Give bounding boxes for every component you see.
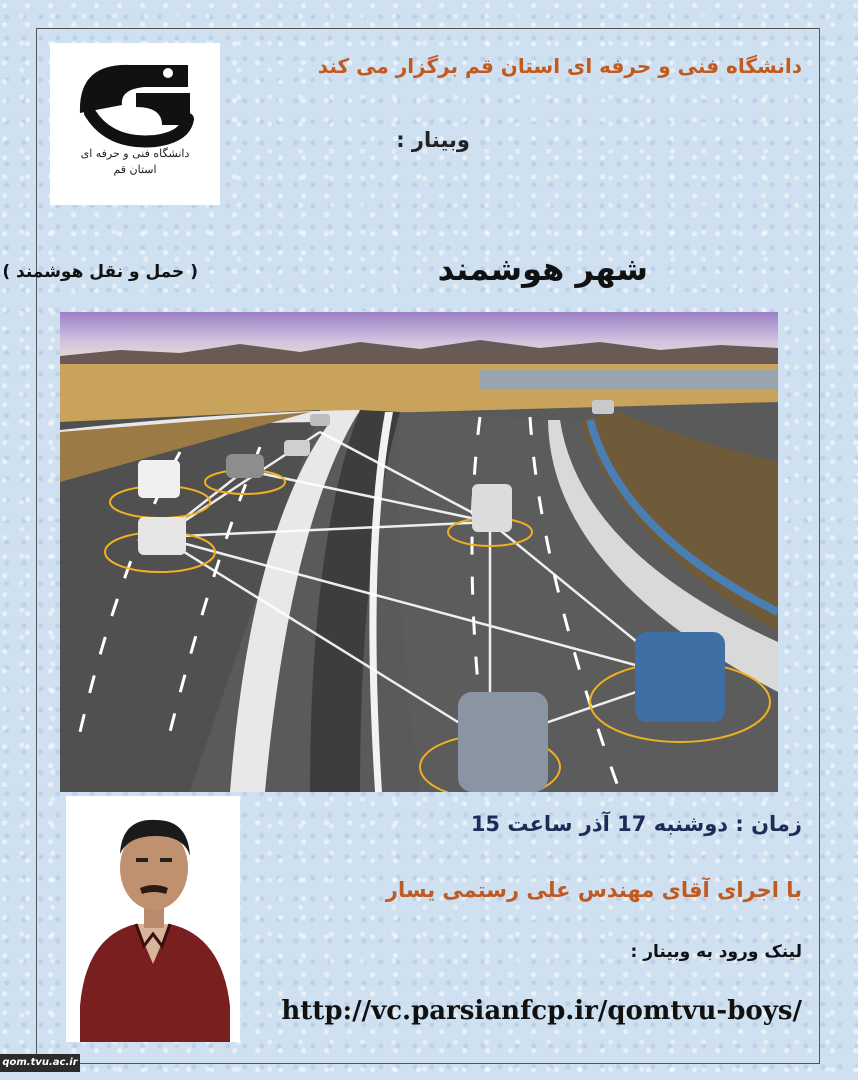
university-logo-icon (50, 43, 220, 205)
logo-text-line2: استان قم (113, 163, 157, 176)
headline: دانشگاه فنی و حرفه ای استان قم برگزار می کند (317, 54, 802, 78)
smart-highway-image (60, 312, 778, 792)
webinar-label: وبینار : (396, 128, 470, 152)
site-watermark: qom.tvu.ac.ir (0, 1054, 80, 1072)
topic-title: شهر هوشمند (437, 250, 648, 288)
speaker-portrait (66, 796, 240, 1042)
logo (50, 43, 220, 205)
link-label: لینک ورود به وبینار : (630, 942, 802, 962)
logo-text-line1: دانشگاه فنی و حرفه ای (80, 147, 190, 160)
webinar-url-link[interactable]: http://vc.parsianfcp.ir/qomtvu-boys/ (281, 996, 802, 1026)
presenter-name: با اجرای آقای مهندس علی رستمی یسار (385, 878, 802, 902)
event-time: زمان : دوشنبه 17 آذر ساعت 15 (470, 812, 802, 836)
topic-subtitle: ( حمل و نقل هوشمند ) (2, 262, 198, 282)
